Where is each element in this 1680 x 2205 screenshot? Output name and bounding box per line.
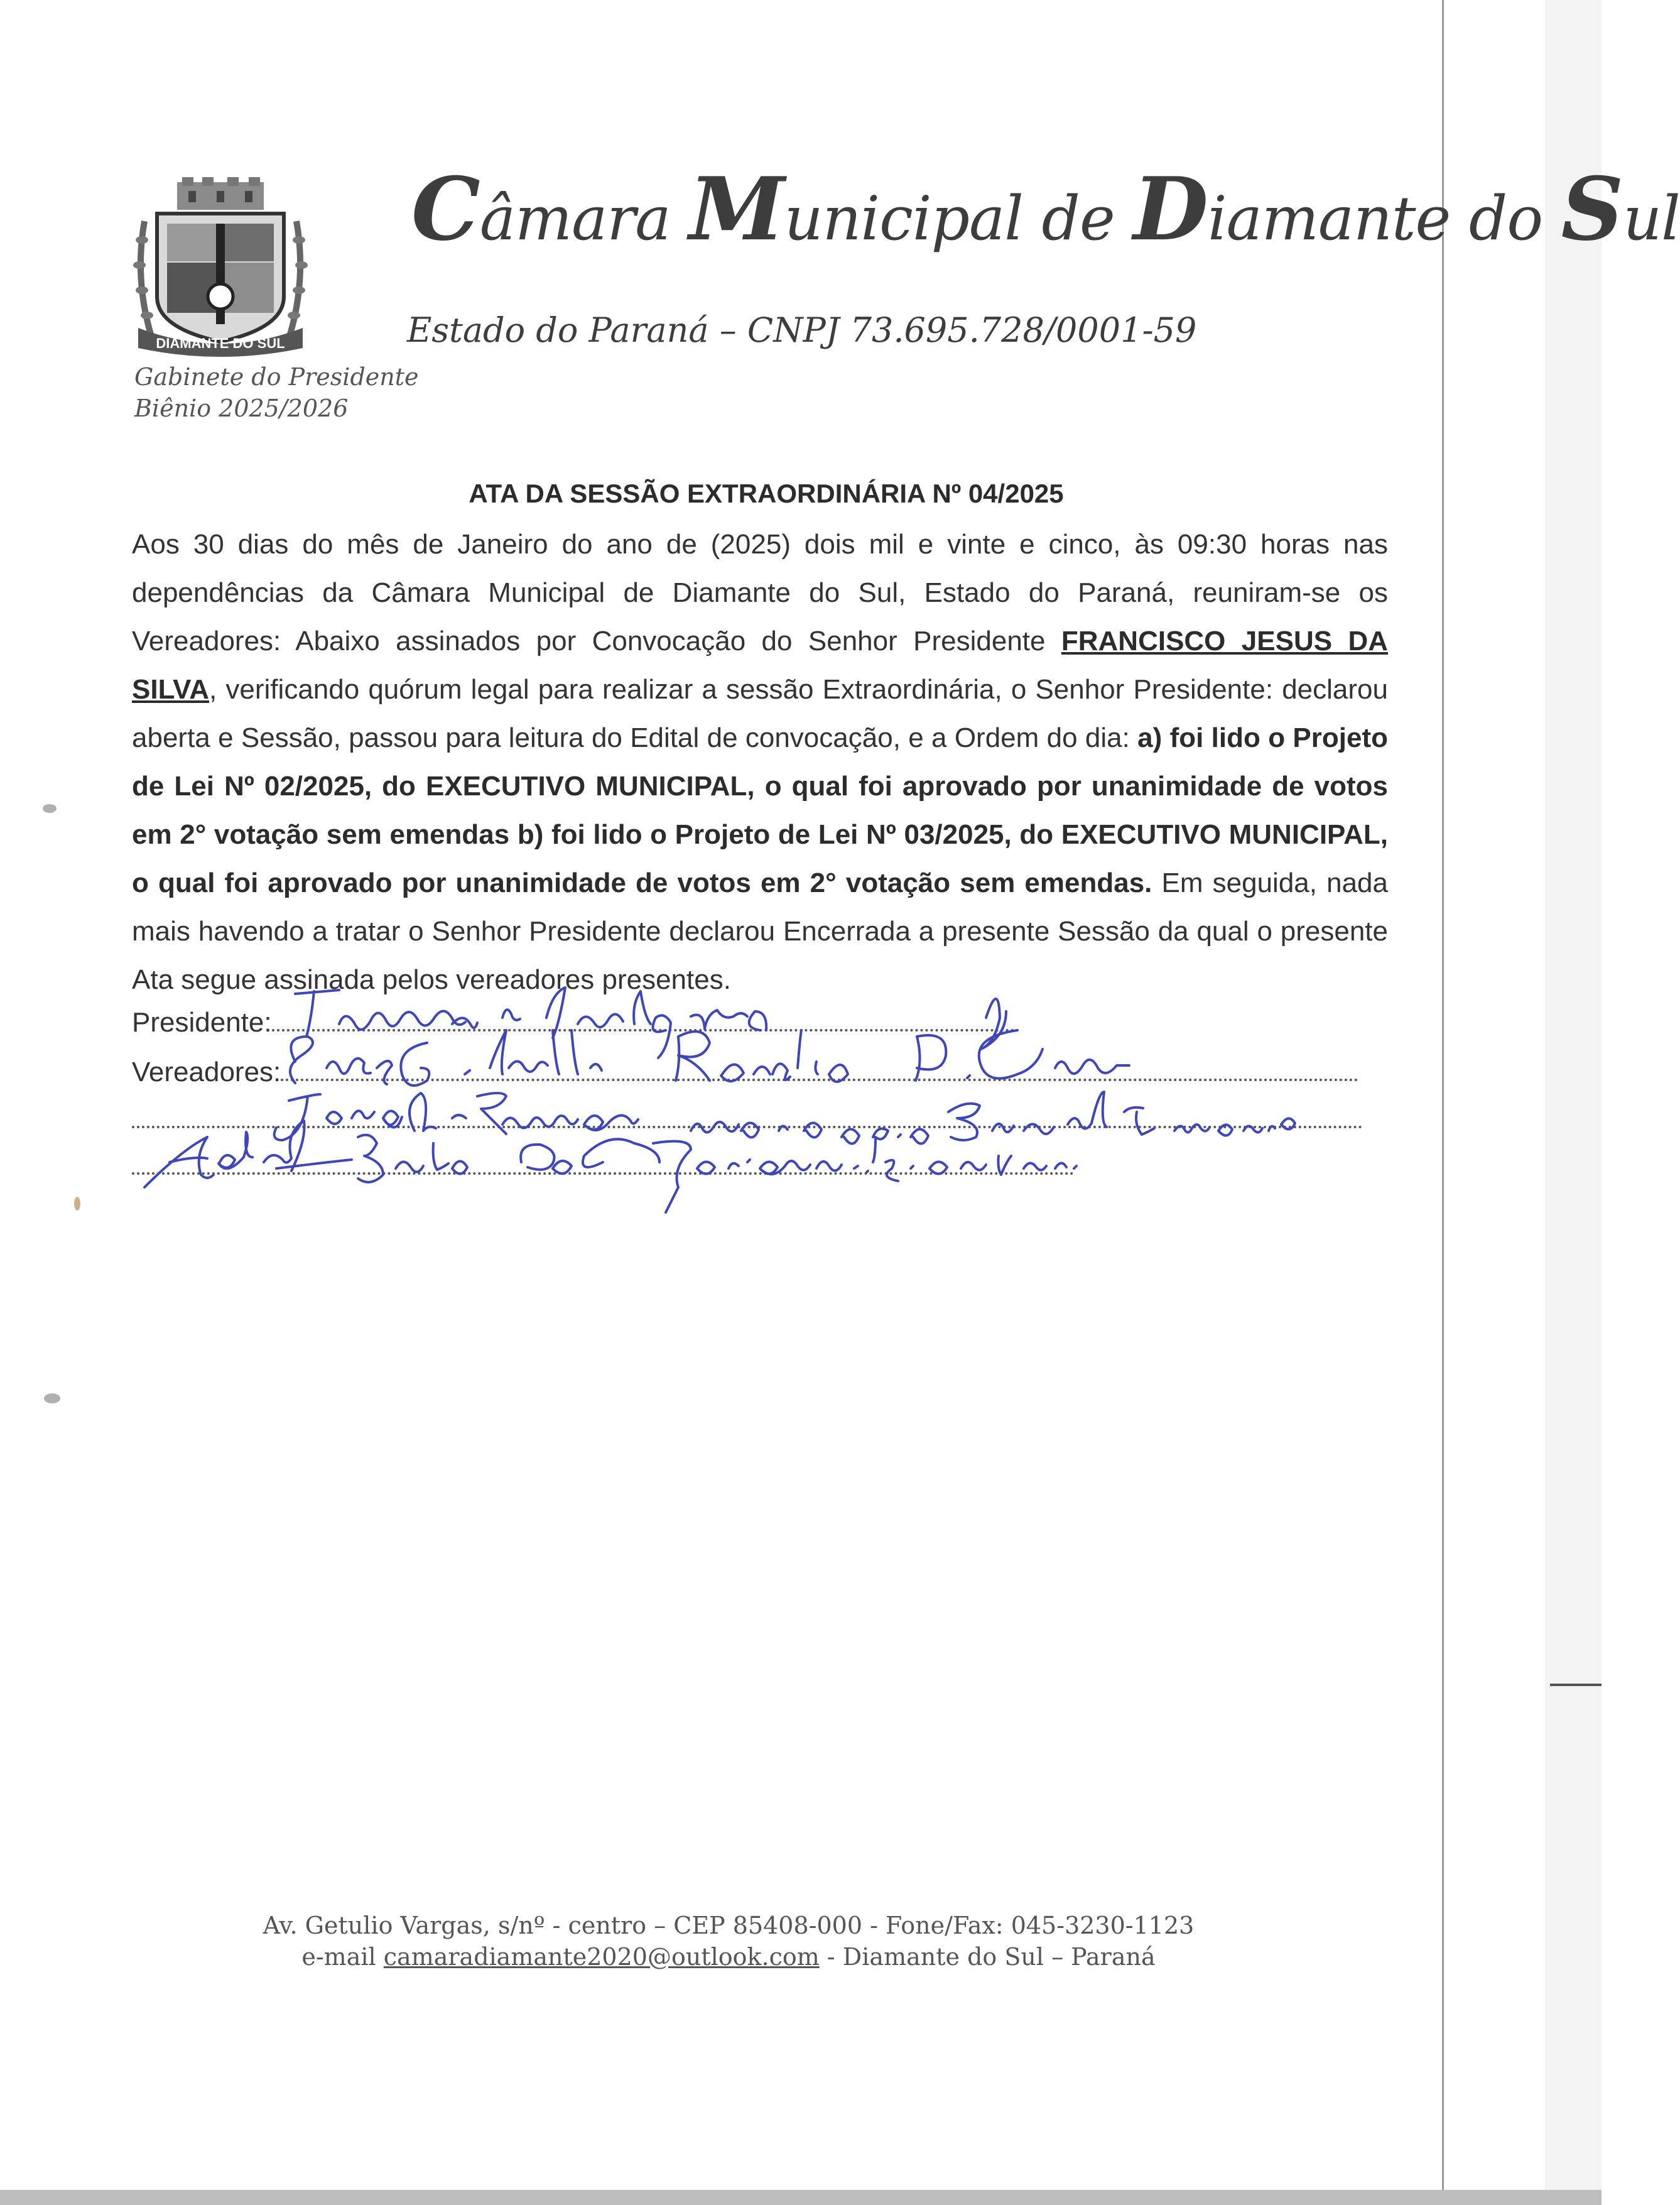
scan-margin-mark (1550, 1684, 1601, 1686)
office-line-2: Biênio 2025/2026 (134, 395, 349, 422)
title-part: ul (1623, 183, 1680, 254)
scan-bottom-edge (0, 2190, 1601, 2205)
signature-dots (132, 1147, 1074, 1175)
body-segment: Em seguida, nada mais havendo a tratar o Senhor Presidente declarou Encerrada a presente Sessão da qual o presente Ata segue assinada pelos vereadores presentes. (132, 868, 1388, 995)
councilors-signature-line (132, 1054, 1358, 1091)
title-part: unicipal de (784, 183, 1134, 254)
scan-speck (74, 1197, 80, 1211)
body-agenda: a) foi lido o Projeto de Lei Nº 02/2025, do EXECUTIVO MUNICIPAL, o qual foi aprovado por unanimidade de votos em 2° votação sem emendas b) foi lido o Projeto de Lei Nº 03/2025, do EXECUTIVO MUNICIPAL, o qual foi aprovado por unanimidade de votos em 2° votação sem emendas. (132, 722, 1388, 898)
footer-email-prefix: e-mail (301, 1943, 384, 1971)
footer-contact (132, 1941, 1325, 1973)
signature-line (132, 1147, 1074, 1185)
body-segment: Aos 30 dias do mês de Janeiro do ano de (2025) dois mil e vinte e cinco, às 09:30 horas nas dependências da Câmara Municipal de Diamante do Sul, Estado do Paraná, reuniram-se os Vereadores: Abaixo assinados por Convocação do Senhor Presidente (132, 529, 1388, 656)
signature-dots (132, 1101, 1363, 1128)
office-line-1: Gabinete do Presidente (134, 363, 419, 391)
body-segment: , verificando quórum legal para realizar a sessão Extraordinária, o Senhor Presidente: declarou aberta e Sessão, passou para leitura do Edital de convocação, e a Ordem do dia: (132, 674, 1388, 753)
scan-page-edge (1442, 0, 1444, 2192)
signature-dots (272, 1004, 1014, 1032)
office-label (134, 361, 419, 424)
title-part: D (1133, 158, 1208, 260)
document-body (132, 520, 1388, 1004)
councilors-label: Vereadores: (132, 1057, 281, 1087)
footer-email-link[interactable]: camaradiamante2020@outlook.com (383, 1943, 820, 1971)
institution-subtitle: Estado do Paraná – CNPJ 73.695.728/0001-59 (407, 310, 1197, 350)
svg-text:DIAMANTE DO SUL: DIAMANTE DO SUL (156, 335, 285, 351)
president-label: Presidente: (132, 1007, 272, 1038)
president-name: FRANCISCO JESUS DA SILVA (132, 626, 1388, 705)
title-part: M (688, 158, 784, 260)
institution-title (411, 158, 1680, 260)
signature-dots (281, 1054, 1358, 1081)
president-signature-line (132, 1004, 1014, 1042)
title-part: âmara (479, 183, 689, 254)
signature-line (132, 1101, 1363, 1138)
footer-address: Av. Getulio Vargas, s/nº - centro – CEP 85408-000 - Fone/Fax: 045-3230-1123 (263, 1912, 1195, 1939)
title-part: S (1561, 158, 1623, 260)
document-heading: ATA DA SESSÃO EXTRAORDINÁRIA Nº 04/2025 (469, 479, 1064, 508)
title-part: C (411, 158, 480, 260)
title-part: iamante do (1207, 183, 1561, 254)
scan-speck (43, 804, 57, 813)
coat-of-arms-icon (132, 177, 309, 359)
footer-email-suffix: - Diamante do Sul – Paraná (819, 1943, 1156, 1971)
scan-speck (44, 1393, 60, 1403)
scan-margin-strip (1545, 0, 1601, 2205)
